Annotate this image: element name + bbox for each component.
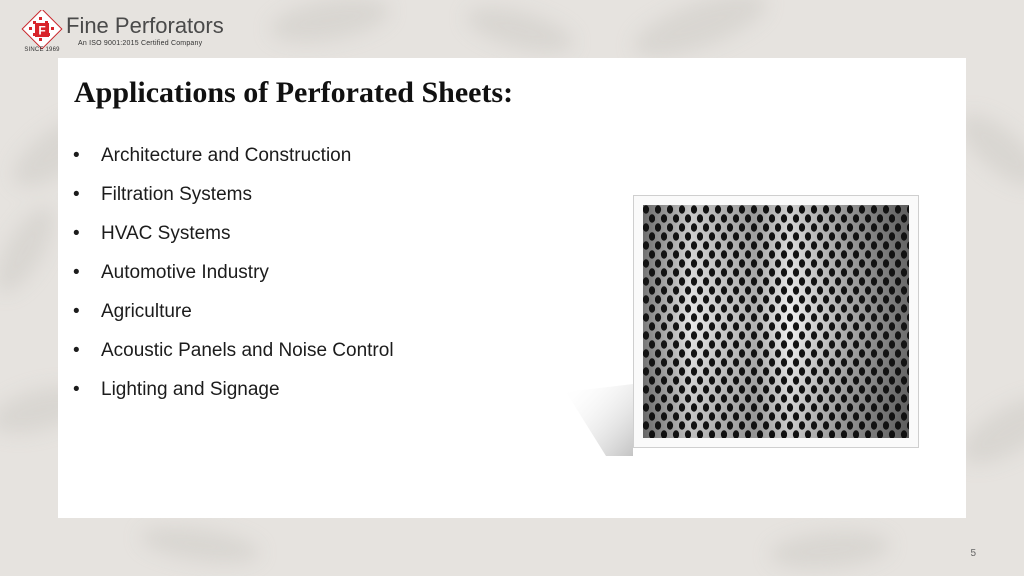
perforated-sheet-graphic: [643, 205, 909, 438]
page-number: 5: [970, 548, 976, 559]
logo-since: SINCE 1969: [24, 47, 60, 53]
list-item: [73, 184, 394, 223]
list-item: [73, 145, 394, 184]
brand-tagline: An ISO 9001:2015 Certified Company: [78, 40, 203, 47]
perforated-sheet-image: [633, 195, 919, 448]
list-item: [73, 340, 394, 379]
bullet-icon: •: [73, 379, 80, 400]
bullet-icon: •: [73, 184, 80, 205]
company-logo[interactable]: [20, 10, 250, 58]
list-item: [73, 379, 394, 418]
list-item: [73, 262, 394, 301]
logo-letter: F: [38, 23, 46, 38]
bullet-icon: •: [73, 262, 80, 283]
bullet-icon: •: [73, 223, 80, 244]
bullet-icon: •: [73, 340, 80, 361]
list-item-text: Architecture and Construction: [101, 145, 352, 166]
list-item-text: Filtration Systems: [101, 184, 252, 205]
bullet-icon: •: [73, 145, 80, 166]
slide-title: Applications of Perforated Sheets:: [74, 76, 514, 109]
list-item-text: HVAC Systems: [101, 223, 231, 244]
list-item-text: Lighting and Signage: [101, 379, 280, 400]
list-item-text: Acoustic Panels and Noise Control: [101, 340, 394, 361]
list-item-text: Agriculture: [101, 301, 192, 322]
application-list: [73, 145, 394, 418]
list-item: [73, 301, 394, 340]
bullet-icon: •: [73, 301, 80, 322]
list-item-text: Automotive Industry: [101, 262, 269, 283]
content-card: [58, 58, 966, 518]
brand-name: Fine Perforators: [66, 13, 224, 38]
list-item: [73, 223, 394, 262]
